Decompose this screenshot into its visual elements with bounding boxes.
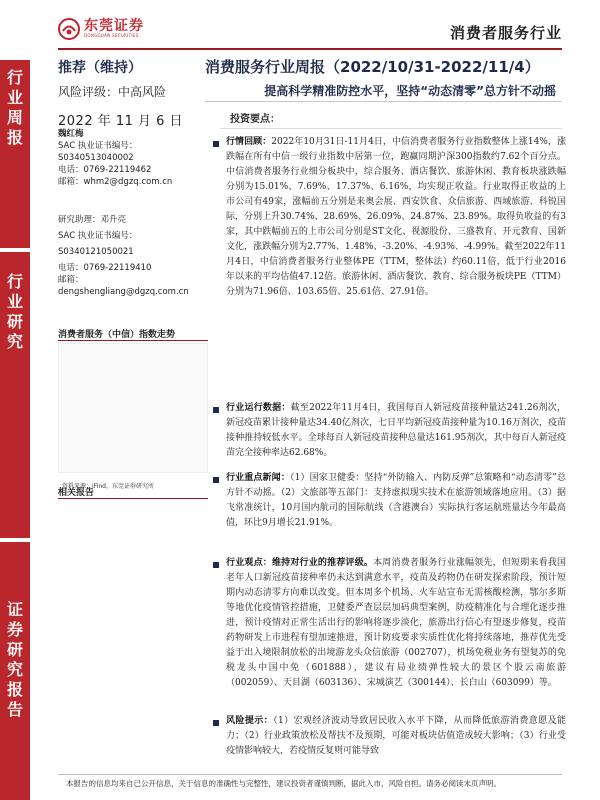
footer-divider (58, 774, 562, 775)
bullet-heading: 行业观点： (226, 558, 272, 568)
analyst-email[interactable]: whm2@dgzq.com.cn (83, 177, 173, 187)
chart-title-divider (58, 340, 208, 341)
points-divider (220, 128, 562, 129)
side-label-char: 究 (6, 660, 23, 679)
bullet-heading: 行业重点新闻： (226, 473, 290, 483)
side-label-char: 究 (6, 332, 23, 351)
side-label-char: 行 (6, 272, 23, 291)
email-label: 邮箱： (58, 275, 84, 285)
side-label-char: 报 (6, 128, 23, 147)
analyst-email-row (58, 176, 208, 188)
industry-view-paragraph (226, 556, 566, 691)
side-label-char: 业 (6, 88, 23, 107)
subtitle-divider (205, 101, 562, 102)
side-label-char: 行 (6, 68, 23, 87)
bullet-marker (213, 477, 219, 483)
bullet-text: 截至2022年11月4日，我国每百人新冠疫苗接种量达241.26剂次，新冠疫苗累计接种量达34.40亿剂次，七日平均新冠疫苗接种量为10.16万剂次，疫苗接种推持较低水平。全球每百人新冠疫苗接种总量达161.95剂次，其中每百人新冠疫苗完全接种率达62.68%。 (226, 403, 566, 458)
brand-logo-icon (58, 18, 80, 40)
analyst-primary (58, 128, 208, 188)
cert-number: S0340121050021 (58, 247, 134, 257)
side-label-weekly (0, 68, 30, 148)
report-date: 2022 年 11 月 6 日 (58, 114, 184, 129)
bullet-marker (213, 562, 219, 568)
side-label-char: 证 (6, 600, 23, 619)
side-divider (0, 248, 30, 252)
analyst-assistant (58, 214, 208, 298)
assistant-phone: 电话：0769-22119410 (58, 263, 152, 273)
chart-source: 资料来源：iFind，东莞证券研究所 (62, 483, 154, 490)
bullet-text: 本周消费者服务行业涨幅领先，但短期来看我国老年人口新冠疫苗接种率仍未达到满意水平，疫苗及药物仍在研发探索阶段，预计短期内动态清零方向难以改变。但本周多个机场、火车站宣布无需核酸检测，鄂尔多斯等地优化疫情管控措施，卫健委严查层层加码典型案例，防疫精准化与合理化逐步推进，预计疫情对正常生活出行的影响将逐步淡化，旅游出行信心有望逐步修复，疫苗药物研发上市进程有望加速推进，预计防疫要求实质性优化将持续落地，推荐优先受益于出入境限制放松的出境游龙头众信旅游（002707），机场免税业务有望复苏的免税龙头中国中免（601888），建议有局业绩弹性较大的景区个股云南旅游（002059）、天目湖（603136）、宋城演艺（300144）、长白山（603099）等。 (226, 558, 566, 688)
side-label-char: 周 (6, 108, 23, 127)
email-label: 邮箱： (58, 177, 84, 187)
industry-category: 消费者服务行业 (449, 24, 562, 42)
cert-label: SAC 执业证书编号： (58, 231, 138, 241)
industry-news-paragraph (226, 471, 566, 531)
header-divider (58, 48, 562, 50)
bullet-marker (213, 141, 219, 147)
bullet-highlight: 维持对行业的推荐评级。 (271, 558, 374, 568)
brand-name-en: DONGGUAN SECURITIES (84, 33, 139, 38)
investment-points-heading: 投资要点： (230, 114, 280, 125)
analyst-name: 魏红梅 (58, 129, 84, 139)
assistant-name: 研究助理：邓升亮 (58, 215, 127, 225)
cert-label: SAC 执业证书编号： (58, 141, 138, 151)
report-title: 消费服务行业周报（2022/10/31-2022/11/4） (205, 58, 540, 76)
bullet-marker (213, 407, 219, 413)
bullet-text: 2022年10月31日-11月4日，中信消费者服务行业指数整体上涨14%，涨跌幅在所有中信一级行业指数中居第一位，跑赢同期沪深300指数约7.62个百分点。中信消费者服务行业细分板块中，综合服务、酒店餐饮、旅游休闲、教育板块涨跌幅分别为15.01%、7.69%、17.37%、6.16%，均实现正收益。行业取得正收益的上市公司有49家，涨幅前五分别是来奥会展、西安饮食、众信旅游、西域旅游、科锐国际，分别上升30.74%、28.69%、26.09%、24.87%、23.89%。取得负收益的有3家，其中跌幅前五的上市公司分别是ST文化、视源股份、三盛教育、开元教育、国新文化，涨跌幅分别为2.77%、1.48%、-3.20%、-4.93%、-4.99%。截至2022年11月4日，中信消费者服务行业整体PE（TTM，整体法）约60.11倍，低于行业2016年以来的平均估值47.12倍。旅游休闲、酒店餐饮、教育、综合服务板块PE（TTM）分别为71.96倍、103.65倍、25.61倍、27.91倍。 (226, 137, 566, 297)
side-banner (0, 60, 30, 800)
side-label-char: 研 (6, 640, 23, 659)
bullet-text: （1）国家卫健委：坚持“外防输入、内防反弹”总策略和“动态清零”总方针不动摇。（2）文旅部等五部门：支持虚拟现实技术在旅游领域落地应用。（3）据飞常准统计，10月国内航司的国际航线（含港澳台）实际执行客运航班量达今年最高值，环比9月增长21.91%。 (226, 473, 566, 528)
side-label-char: 报 (6, 680, 23, 699)
index-chart-title: 消费者服务（中信）指数走势 (58, 330, 176, 340)
index-chart-image (58, 343, 208, 473)
bullet-text: （1）宏观经济波动导致居民收入水平下降，从而降低旅游消费意愿及能力；（2）行业政策放松及帮扶不及预期，可能对板块估值造成较大影响；（3）行业受疫情影响较大，若疫情反复则可能导致 (226, 716, 566, 756)
side-divider (0, 538, 30, 542)
assistant-email[interactable]: dengshengliang@dgzq.com.cn (58, 287, 189, 297)
risk-rating: 风险评级：中高风险 (58, 85, 167, 99)
page-header (0, 0, 600, 60)
market-review-paragraph (226, 135, 566, 300)
bullet-marker (213, 720, 219, 726)
cert-number: S0340513040002 (58, 153, 134, 163)
bullet-heading: 行业运行数据： (226, 403, 291, 413)
brand-logo (58, 18, 144, 40)
side-label-char: 告 (6, 700, 23, 719)
related-reports-title: 相关报告 (58, 488, 95, 498)
side-label-char: 业 (6, 292, 23, 311)
brand-name-cn: 东莞证券 (84, 18, 144, 34)
related-divider (58, 498, 208, 499)
bullet-heading: 风险提示： (226, 716, 274, 726)
side-label-char: 券 (6, 620, 23, 639)
disclaimer: 本报告的信息均来自已公开信息，关于信息的准确性与完整性，建议投资者谨慎判断，据此入市，风险自担。请务必阅读末页声明。 (66, 779, 501, 788)
industry-data-paragraph (226, 401, 566, 461)
analyst-phone: 电话：0769-22119462 (58, 165, 152, 175)
risk-warning-paragraph (226, 714, 566, 759)
side-label-report (0, 600, 30, 720)
report-subtitle: 提高科学精准防控水平，坚持“动态清零”总方针不动摇 (264, 84, 556, 98)
side-label-research (0, 272, 30, 352)
side-label-char: 研 (6, 312, 23, 331)
bullet-heading: 行情回顾： (226, 137, 272, 147)
investment-rating: 推荐（维持） (58, 60, 142, 76)
